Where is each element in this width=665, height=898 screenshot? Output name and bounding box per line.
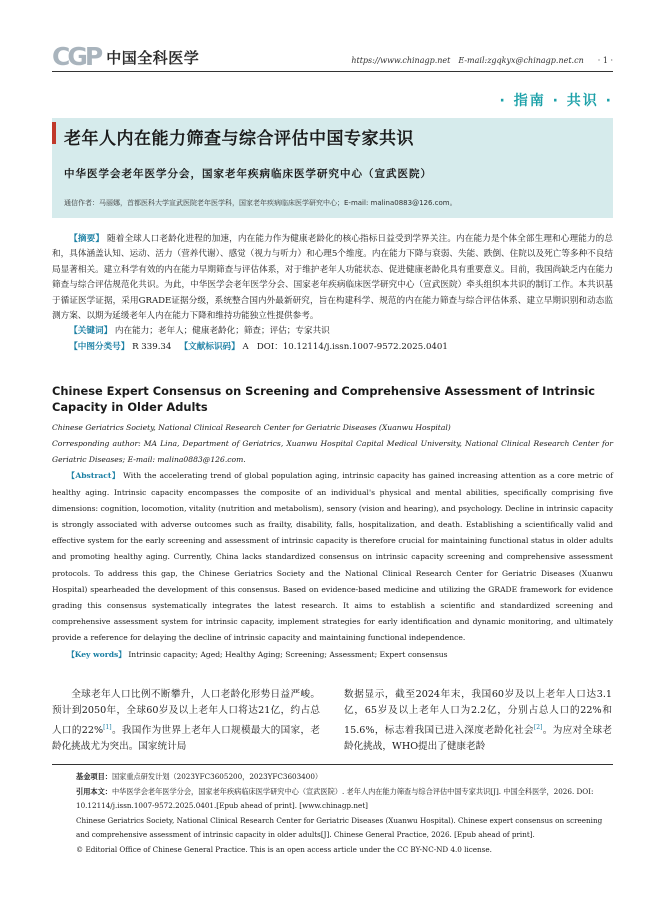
cite-cn-text: 中华医学会老年医学分会，国家老年疾病临床医学研究中心（宣武医院）. 老年人内在能力筛查与综合评估中国专家共识[J]. 中国全科医学，2026. DOI: 10.12114/j.issn.1007-9572.2025.0401.[Epub ahead of print]. [www.chinagp.net] [76, 786, 594, 811]
header-divider [52, 71, 613, 72]
license-line: © Editorial Office of Chinese General Practice. This is an open access article under the CC BY-NC-ND 4.0 license. [76, 844, 492, 854]
en-keywords: Intrinsic capacity; Aged; Healthy Aging; Screening; Assessment; Expert consensus [128, 649, 448, 659]
journal-logo [52, 44, 199, 70]
article-authors: 中华医学会老年医学分会，国家老年疾病临床医学研究中心（宣武医院） [64, 168, 432, 180]
page-number: · 1 · [597, 56, 613, 65]
fund-label: 基金项目： [76, 772, 112, 781]
body-text: 。我国作为世界上老年人口规模最大的国家，老龄化挑战尤为突出。国家统计局 [52, 725, 321, 753]
cn-keywords-line [52, 324, 613, 339]
body-paragraph [52, 687, 320, 756]
footnote-divider [52, 764, 613, 765]
en-abstract-label: 【Abstract】 [67, 471, 121, 481]
footnote [52, 770, 613, 858]
journal-url-link[interactable]: https://www.chinagp.net [351, 56, 451, 65]
cn-keywords-label: 【关键词】 [69, 326, 113, 337]
reference-link[interactable]: [1] [103, 723, 112, 731]
fund-line [52, 770, 613, 785]
article-title: 老年人内在能力筛查与综合评估中国专家共识 [64, 129, 414, 149]
cite-en-line: Chinese Geriatrics Society, National Clinical Research Center for Geriatric Diseases (Xuanwu Hospital). Chinese expert consensus on screening and comprehensive assessment of intrinsic capacity in older adults[J]. Chinese General Practice, 2026. [Epub ahead of print]. [76, 815, 603, 840]
journal-email-link[interactable]: E-mail:zgqkyx@chinagp.net.cn [458, 56, 584, 65]
body-text: 全球老年人口比例不断攀升，人口老龄化形势日益严峻。预计到2050年，全球60岁及以上老年人口将达21亿，约占总人口的22% [52, 689, 320, 736]
en-corresponding: Corresponding author: MA Lina, Department of Geriatrics, Xuanwu Hospital Capital Medical University, National Clinical Research Center for Geriatric Diseases; E-mail: malina0883@126.com. [52, 439, 613, 465]
logo-text: 中国全科医学 [106, 48, 200, 67]
cn-abstract-text: 随着全球人口老龄化进程的加速，内在能力作为健康老龄化的核心指标日益受到学界关注。内在能力是个体全部生理和心理能力的总和，具体涵盖认知、运动、活力（营养代谢）、感觉（视力与听力）和心理5个维度。内在能力下降与衰弱、失能、跌倒、住院以及死亡等多种不良结局显著相关。建立科学有效的内在能力早期筛查与评估体系，对于维护老年人功能状态、促进健康老龄化具有重要意义。目前，我国尚缺乏内在能力筛查与综合评估规范化共识。为此，中华医学会老年医学分会、国家老年疾病临床医学研究中心（宣武医院）牵头组织本共识的制订工作。本共识基于循证医学证据，采用GRADE证据分级，系统整合国内外最新研究，旨在构建科学、规范的内在能力筛查与综合评估体系、建立早期识别和动态监测方案、以期为延缓老年人内在能力下降和维持功能独立性提供参考。 [52, 234, 613, 322]
cite-label: 引用本文： [76, 786, 112, 796]
cn-abstract-paragraph [52, 232, 613, 324]
cite-cn-line [52, 785, 613, 814]
title-accent-bar [52, 122, 56, 144]
corresponding-contact: 通信作者：马丽娜，首都医科大学宣武医院老年医学科，国家老年疾病临床医学研究中心；E-mail: malina0883@126.com。 [64, 199, 457, 207]
en-keywords-line [52, 647, 613, 663]
en-keywords-label: 【Key words】 [67, 649, 126, 659]
cn-abstract-label: 【摘要】 [69, 234, 105, 244]
clc-number: R 339.34 [132, 341, 172, 352]
section-tag: · 指南 · 共识 · [499, 93, 613, 109]
en-title: Chinese Expert Consensus on Screening and Comprehensive Assessment of Intrinsic Capacity in Older Adults [52, 384, 596, 414]
fund-text: 国家重点研发计划（2023YFC3605200，2023YFC3603400） [111, 772, 323, 781]
body-column-left [52, 687, 320, 756]
clc-label: 【中图分类号】 [69, 341, 130, 352]
en-abstract-text: With the accelerating trend of global population aging, intrinsic capacity has gained increasing attention as a core metric of healthy aging. Intrinsic capacity encompasses the composite of an individual's physical and mental abilities, specifically comprising five dimensions: cognition, locomotion, vitality (nutrition and metabolism), sensory (vision and hearing), and psychology. Decline in intrinsic capacity is strongly associated with adverse outcomes such as frailty, disability, falls, hospitalization, and death. Establishing a scientifically valid and effective system for the early screening and assessment of intrinsic capacity is therefore crucial for maintaining functional status in older adults and promoting healthy aging. Currently, China lacks standardized consensus on intrinsic capacity screening and comprehensive assessment protocols. To address this gap, the Chinese Geriatrics Society and the National Clinical Research Center for Geriatric Diseases (Xuanwu Hospital) spearheaded the development of this consensus. Based on evidence-based medicine and utilizing the GRADE framework for evidence grading this consensus systematically integrates the latest research. It aims to establish a scientific and standardized screening and comprehensive assessment system for intrinsic capacity, implement strategies for early identification and dynamic monitoring, and ultimately provide a reference for delaying the decline of intrinsic capacity and maintaining functional independence. [52, 471, 614, 643]
body-text: 。为应对全球老龄化挑战，WHO提出了健康老龄 [344, 725, 613, 753]
body-paragraph [344, 687, 612, 756]
reference-link[interactable]: [2] [533, 723, 543, 731]
doc-code-label: 【文献标识码】 [179, 341, 240, 352]
classification-line [52, 340, 613, 355]
en-affiliation: Chinese Geriatrics Society, National Clinical Research Center for Geriatric Diseases (Xuanwu Hospital) [52, 423, 451, 432]
body-text: 数据显示，截至2024年末，我国60岁及以上老年人口达3.1亿，65岁及以上老年人口为2.2亿，分别占总人口的22%和15.6%，标志着我国已进入深度老龄化社会 [344, 689, 612, 736]
en-abstract-paragraph [52, 468, 613, 646]
doc-code: A [242, 341, 249, 352]
cn-keywords: 内在能力；老年人；健康老龄化；筛查；评估；专家共识 [114, 326, 330, 337]
cn-abstract [52, 232, 613, 355]
doi-link[interactable]: DOI：10.12114/j.issn.1007-9572.2025.0401 [256, 341, 448, 352]
header-info [351, 56, 613, 65]
body-column-right [344, 687, 612, 756]
logo-mark: CGP [52, 42, 101, 71]
en-abstract [52, 436, 613, 663]
